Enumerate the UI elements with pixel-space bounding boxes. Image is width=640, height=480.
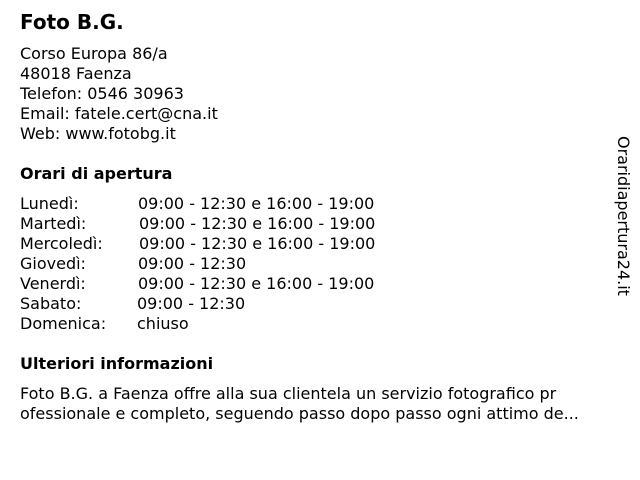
address-street: Corso Europa 86/a	[20, 44, 168, 63]
day-label: Sabato:	[20, 294, 82, 313]
day-label: Mercoledì:	[20, 234, 103, 253]
day-hours: 09:00 - 12:30	[138, 254, 247, 273]
day-hours: 09:00 - 12:30	[137, 294, 246, 313]
watermark-text: Oraridiapertura24.it	[614, 136, 633, 296]
contact-block	[20, 44, 218, 144]
day-hours: 09:00 - 12:30 e 16:00 - 19:00	[138, 194, 375, 213]
day-hours: 09:00 - 12:30 e 16:00 - 19:00	[139, 214, 376, 233]
description-line: Foto B.G. a Faenza offre alla sua clientela un servizio fotografico pr	[20, 384, 557, 403]
day-label: Lunedì:	[20, 194, 79, 213]
day-hours: 09:00 - 12:30 e 16:00 - 19:00	[138, 274, 375, 293]
day-hours: 09:00 - 12:30 e 16:00 - 19:00	[139, 234, 376, 253]
website: Web: www.fotobg.it	[20, 124, 176, 143]
day-label: Giovedì:	[20, 254, 86, 273]
phone-number: Telefon: 0546 30963	[20, 84, 184, 103]
description-line: ofessionale e completo, seguendo passo dopo passo ogni attimo de...	[20, 404, 579, 423]
watermark-site-name	[613, 136, 633, 308]
description	[20, 384, 632, 424]
business-name: Foto B.G.	[20, 10, 124, 34]
email-address: Email: fatele.cert@cna.it	[20, 104, 218, 123]
hours-heading: Orari di apertura	[20, 164, 173, 183]
day-label: Domenica:	[20, 314, 107, 333]
day-hours: chiuso	[137, 314, 189, 333]
day-label: Venerdì:	[20, 274, 86, 293]
more-info-heading: Ulteriori informazioni	[20, 354, 214, 373]
address-city: 48018 Faenza	[20, 64, 132, 83]
day-label: Martedì:	[20, 214, 87, 233]
